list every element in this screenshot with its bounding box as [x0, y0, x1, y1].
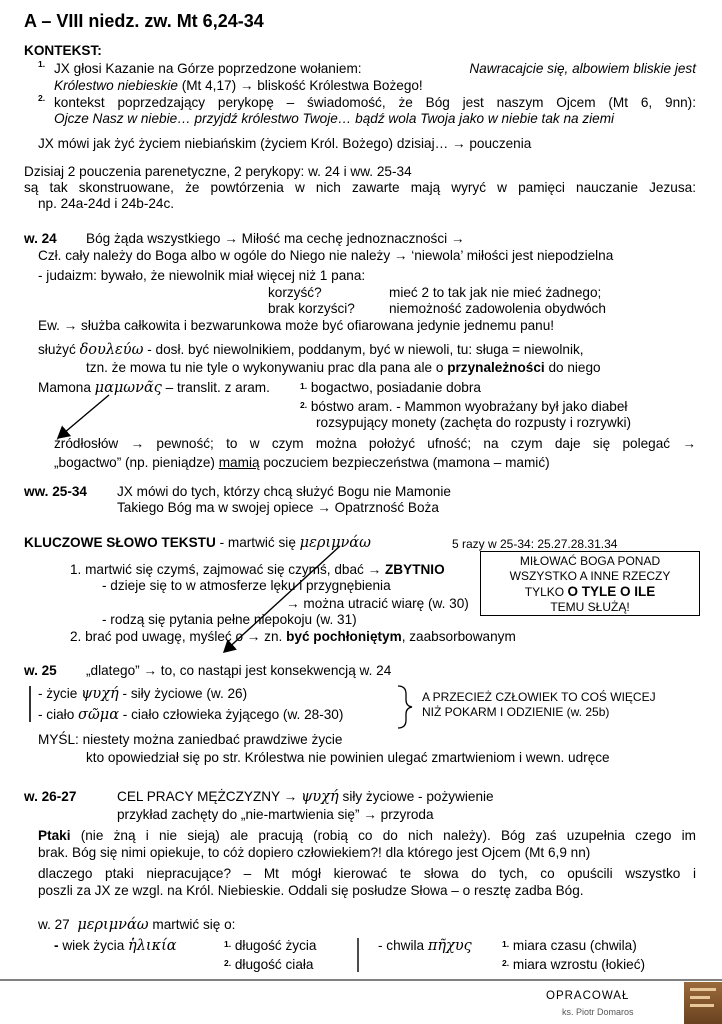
- w24-line-1: Bóg żąda wszystkiego → Miłość ma cechę jednoznaczności →: [86, 231, 465, 246]
- klucz-point-1: 1. martwić się czymś, zajmować się czymś, dbać → ZBYTNIO: [70, 562, 445, 577]
- klucz-occurrences: 5 razy w 25-34: 25.27.28.31.34: [452, 537, 618, 551]
- ww2534-line-1: JX mówi do tych, którzy chcą służyć Bogu nie Mamonie: [117, 484, 451, 499]
- kontekst-line-3: JX mówi jak żyć życiem niebiańskim (życiem Król. Bożego) dzisiaj… → pouczenia: [38, 136, 532, 151]
- footer-label: OPRACOWAŁ: [546, 990, 630, 1002]
- w25-zycie: - życie ψυχή - siły życiowe (w. 26): [38, 686, 248, 702]
- w2627-dlaczego-line-1: dlaczego ptaki niepracujące? – Mt mógł kierować te słowa do tych, co opuścili wszystko i: [38, 866, 696, 881]
- w24-line-2: Czł. cały należy do Boga albo w ogóle do Niego nie należy → ‘niewola’ miłości jest niepodzielna: [38, 248, 614, 263]
- kontekst-heading: KONTEKST:: [24, 43, 102, 58]
- w2627-ptaki-line-1: Ptaki (nie żną i nie sieją) ale pracują (robią co do nich należy). Bóg zaś uzupełnia czego im: [38, 828, 696, 843]
- highlight-box-line-1: MIŁOWAĆ BOGA PONAD: [519, 554, 661, 568]
- w25-mysl-line-1: MYŚL: niestety można zaniedbać prawdziwe życie: [38, 732, 343, 747]
- w25-cialo: - ciało σῶμα - ciało człowieka żyjącego (w. 28-30): [38, 707, 344, 723]
- klucz-point-2: 2. brać pod uwagę, myśleć o → zn. być pochłoniętym, zaabsorbowanym: [70, 629, 516, 644]
- highlight-box-line-4: TEMU SŁUŻĄ!: [550, 600, 630, 614]
- w27-chwila-meaning-1: $^{1.}$ miara czasu (chwila): [502, 938, 637, 953]
- w27-line: w. 27 μεριμνάω martwić się o:: [38, 917, 236, 933]
- page-title: A – VIII niedz. zw. Mt 6,24-34: [24, 11, 264, 31]
- kontekst-item-2-line-1: kontekst poprzedzający perykopę – świadomość, że Bóg jest naszym Ojcem (Mt 6, 9nn):: [54, 95, 696, 110]
- w24-zrodloslow-line-2: „bogactwo” (np. pieniądze) mamią poczuciem bezpieczeństwa (mamona – mamić): [54, 455, 550, 470]
- intro-line-3: np. 24a-24d i 24b-24c.: [38, 196, 175, 211]
- arrow-klucz-to-w25: [224, 546, 340, 652]
- ww2534-line-2: Takiego Bóg ma w swojej opiece → Opatrzność Boża: [117, 500, 439, 515]
- kontekst-item-2-number: 2.: [38, 93, 46, 103]
- kontekst-item-1-line-1: JX głosi Kazanie na Górze poprzedzone wołaniem: Nawracajcie się, albowiem bliskie jest: [54, 61, 696, 76]
- kontekst-item-1-line-2: Królestwo niebieskie (Mt 4,17) → bliskość Królestwa Bożego!: [54, 78, 423, 93]
- w24-label: w. 24: [24, 231, 57, 246]
- w2627-line-1: CEL PRACY MĘŻCZYZNY → ψυχή siły życiowe - pożywienie: [117, 789, 494, 805]
- intro-line-2: są tak skonstruowane, że powtórzenia w nich zawarte mają wyryć w pamięci nauczanie Jezusa:: [24, 180, 696, 195]
- w25-label: w. 25: [24, 663, 57, 678]
- w27-wiek-meaning-1: $^{1.}$ długość życia: [224, 938, 317, 953]
- kontekst-item-2-line-2: Ojcze Nasz w niebie… przyjdź królestwo Twoje… bądź wola Twoja jako w niebie tak na ziemi: [54, 111, 615, 126]
- w27-chwila: - chwila πῆχυς: [378, 938, 472, 954]
- w24-question-1: korzyść?: [268, 285, 322, 300]
- w24-question-2: brak korzyści?: [268, 301, 355, 316]
- klucz-line: KLUCZOWE SŁOWO TEKSTU - martwić się μεριμνάω: [24, 535, 371, 551]
- w24-mamona-meaning-1: $^{1.}$ bogactwo, posiadanie dobra: [300, 380, 481, 395]
- w27-wiek: - wiek życia ἡλικία: [54, 938, 177, 954]
- w2627-label: w. 26-27: [24, 789, 77, 804]
- w25-right-brace-icon: [398, 686, 412, 728]
- w24-answer-2: niemożność zadowolenia obydwóch: [389, 301, 606, 316]
- klucz-point-1-line-3: → można utracić wiarę (w. 30): [286, 596, 469, 611]
- w27-chwila-meaning-2: $^{2.}$ miara wzrostu (łokieć): [502, 957, 646, 972]
- w24-mamona-line: Mamona μαμωνᾶς – translit. z aram.: [38, 380, 270, 396]
- w25-line-1: „dlatego” → to, co nastąpi jest konsekwencją w. 24: [86, 663, 392, 678]
- w24-answer-1: mieć 2 to tak jak nie mieć żadnego;: [389, 285, 602, 300]
- w25-brace-note-1: A PRZECIEŻ CZŁOWIEK TO COŚ WIĘCEJ: [422, 690, 656, 704]
- klucz-point-1-line-4: - rodzą się pytania pełne niepokoju (w. 31): [102, 612, 357, 627]
- w27-wiek-meaning-2: $^{2.}$ długość ciała: [224, 957, 314, 972]
- book-logo: [684, 982, 722, 1024]
- w24-mamona-meaning-2b: rozsypujący monety (zachęta do rozpusty i rozrywki): [316, 415, 632, 430]
- w24-line-3: - judaizm: bywało, że niewolnik miał więcej niż 1 pana:: [38, 268, 366, 283]
- intro-line-1: Dzisiaj 2 pouczenia parenetyczne, 2 perykopy: w. 24 i ww. 25-34: [24, 164, 412, 179]
- klucz-point-1-line-2: - dzieje się to w atmosferze lęku i przygnębienia: [102, 578, 391, 593]
- ww2534-label: ww. 25-34: [24, 484, 87, 499]
- w24-sluzyc-line: służyć δουλεύω - dosł. być niewolnikiem, poddanym, być w niewoli, tu: sługa = niewolnik,: [38, 342, 584, 358]
- w24-tzn-line: tzn. że mowa tu nie tyle o wykonywaniu prac dla pana ale o przynależności do niego: [86, 360, 601, 375]
- highlight-box-line-3: TYLKO O TYLE O ILE: [524, 584, 656, 599]
- highlight-box-line-2: WSZYSTKO A INNE RZECZY: [509, 569, 671, 583]
- w24-ew-line: Ew. → służba całkowita i bezwarunkowa może być ofiarowana jedynie jednemu panu!: [38, 318, 555, 333]
- kontekst-item-1-number: 1.: [38, 59, 46, 69]
- w25-brace-note-2: NIŻ POKARM I ODZIENIE (w. 25b): [422, 705, 610, 719]
- footer-author: ks. Piotr Domaros: [562, 1007, 634, 1017]
- arrow-mamona-to-zrodloslow: [58, 395, 109, 438]
- w2627-line-2: przykład zachęty do „nie-martwienia się” → przyroda: [117, 807, 434, 822]
- w24-zrodloslow-line-1: źródłosłów → pewność; to w czym można położyć ufność; na czym daje się polegać →: [54, 436, 696, 451]
- w24-mamona-meaning-2: $^{2.}$ bóstwo aram. - Mammon wyobrażany był jako diabeł: [300, 399, 628, 414]
- w2627-ptaki-line-2: brak. Bóg się nimi opiekuje, to cóż dopiero człowiekiem?! dla którego jest Ojcem (Mt 6,9 nn): [38, 845, 591, 860]
- w2627-dlaczego-line-2: poszli za JX ze wzgl. na Król. Niebieskie. Oddali się posłudze Słowa – o resztę zadba Bóg.: [38, 883, 584, 898]
- w25-mysl-line-2: kto opowiedział się po str. Królestwa nie powinien ulegać zmartwieniom i wewn. udręce: [86, 750, 610, 765]
